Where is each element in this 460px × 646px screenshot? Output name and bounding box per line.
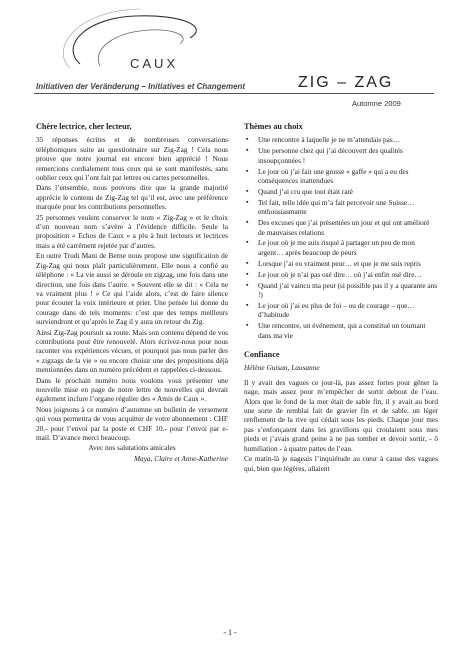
themes-heading: Thèmes au choix (244, 122, 303, 131)
theme-item: ▪ Le jour où je me suis risqué à partager un peu de mon argent… après beaucoup de peurs (244, 238, 438, 257)
theme-item: ▪ Tel fait, telle idée qui m’a fait percevoir une Suisse… enthousiasmante (244, 198, 438, 217)
theme-item: ▪ Quand j’ai cru que tout était raté (244, 187, 438, 196)
letter-closing: Avec nos salutations amicales (88, 443, 176, 453)
theme-item: ▪ Une personne chez qui j’ai découvert des qualités insoupçonnées ! (244, 146, 438, 165)
letter-paragraph: Nous joignons à ce numéro d’automne un bulletin de versement qui vous permettra de vous acquitter de votre abonnement : CHF 20.- pour l’envoi par la poste et CHF 10.- pour l’envoi par e-mail. D’avance merci beaucoup. (36, 404, 228, 442)
confiance-author: Hélène Guisan, Lausanne (244, 363, 320, 373)
header-subtitle: Initiativen der Veränderung – Initiatives et Changement (36, 82, 246, 91)
theme-item: ▪ Le jour où je n’ai pas osé dire… où j’ai enfin osé dire… (244, 270, 438, 279)
theme-item: ▪ Quand j’ai vaincu ma peur (si possible pas il y a quarante ans !) (244, 281, 438, 300)
letter-heading: Chère lectrice, cher lecteur, (36, 122, 132, 131)
letter-paragraph: Dans l’ensemble, nous pouvons dire que la grande majorité apprécie le contenu de Zig-Zag tel qu’il est, avec une préférence marquée pour les contributions personnelles. (36, 183, 228, 212)
letter-paragraph: Ainsi Zig-Zag poursuit sa route. Mais son contenu dépend de vos contributions pour être renouvelé. Alors écrivez-nous pour nous raconter vos expériences vécues, et pourquoi pas nous parler des « zigzags de la vie » ou encore choisir une des propositions déjà mentionnées dans un numéro précédent et rappelées ci-dessous. (36, 327, 228, 375)
confiance-heading: Confiance (244, 350, 280, 360)
theme-item: ▪ Une rencontre à laquelle je ne m’attendais pas… (244, 135, 438, 144)
theme-item: ▪ Le jour où j’ai eu plus de foi – ou de courage – que… d’habitude (244, 301, 438, 320)
left-column (36, 122, 228, 464)
letter-paragraph: 35 réponses écrites et de nombreuses conversations téléphoniques suite au questionnaire sur Zig-Zag ! Cela nous prouve que notre journal est encore bien apprécié ! Nous remercions cordialement tous ceux qui se sont manifestés, sans oublier ceux qui l’ont fait par lettres ou cartes personnelles. (36, 135, 228, 183)
theme-item: ▪ Une rencontre, un événement, qui a constitué un tournant dans ma vie (244, 321, 438, 340)
confiance-paragraph: Ce matin-là je nageais l’inquiétude au cœur à cause des vagues qui, bien que légères, allaient (244, 454, 438, 473)
letter-signature: Maya, Claire et Anne-Katherine (133, 453, 228, 463)
themes-list (244, 135, 438, 340)
publication-title: ZIG – ZAG (298, 74, 394, 91)
letter-paragraph: 25 personnes veulent conserver le nom « Zig-Zag » et le choix d’un nouveau nom s’avère à l’évidence difficile. Seule la proposition « Echos de Caux » a plu à huit lecteurs et lectrices mais a été carrément rejetée par d’autres. (36, 212, 228, 250)
letter-paragraph: Dans le prochain numéro nous voulons vous présenter une nouvelle mise en page de notre lettre de nouvelles qui devrait également inclure l’organe régulier des « Amis de Caux ». (36, 375, 228, 404)
letter-paragraph: En outre Trudi Mani de Berne nous propose une signification de Zig-Zag qui nous plaît particulièrement. Elle nous a confié au téléphone : « La vie aussi se déroule en zigzag, une fois dans une direction, une fois dans l’autre. » Souvent elle se dit : « Cela ne va vraiment plus ! » Ce qui l’aide alors, c’est de faire silence pour écouter la voix intérieure et prier. Une pensée lui donne du courage dans de tels moments: c’est que des temps meilleurs surviendront et qu’après le Zag il y aura un retour du Zig. (36, 251, 228, 327)
edition-label: Automne 2009 (352, 99, 401, 108)
logo-wordmark: CAUX (130, 56, 179, 71)
right-column (244, 122, 438, 474)
theme-item: ▪ Lorsque j’ai eu vraiment peur… et que je me suis repris (244, 259, 438, 268)
caux-logo (40, 6, 230, 76)
header-divider (34, 93, 434, 94)
confiance-paragraph: Il y avait des vagues ce jour-là, pas assez fortes pour gêner la nage, mais assez pour m’empêcher de sortir debout de l’eau. Alors que le fond de la mer était de sable fin, il y avait au bord une sorte de remblai fait de gravier fin et de sable, un léger renflement de la rive qui cédait sous les pieds. Chaque jour mes pas s’enfonçaient dans les gravillons qui croulaient sous mes pieds et j’avais grand peine à ne pas tomber et devoir sortir, - ô humiliation - à quatre pattes de l’eau. (244, 377, 438, 453)
page-number: - 1 - (223, 628, 237, 637)
theme-item: ▪ Des excuses que j’ai présentées un jour et qui ont amélioré de mauvaises relations (244, 218, 438, 237)
theme-item: ▪ Le jour où j’ai fait une grosse « gaffe » qui a eu des conséquences inattendues (244, 167, 438, 186)
